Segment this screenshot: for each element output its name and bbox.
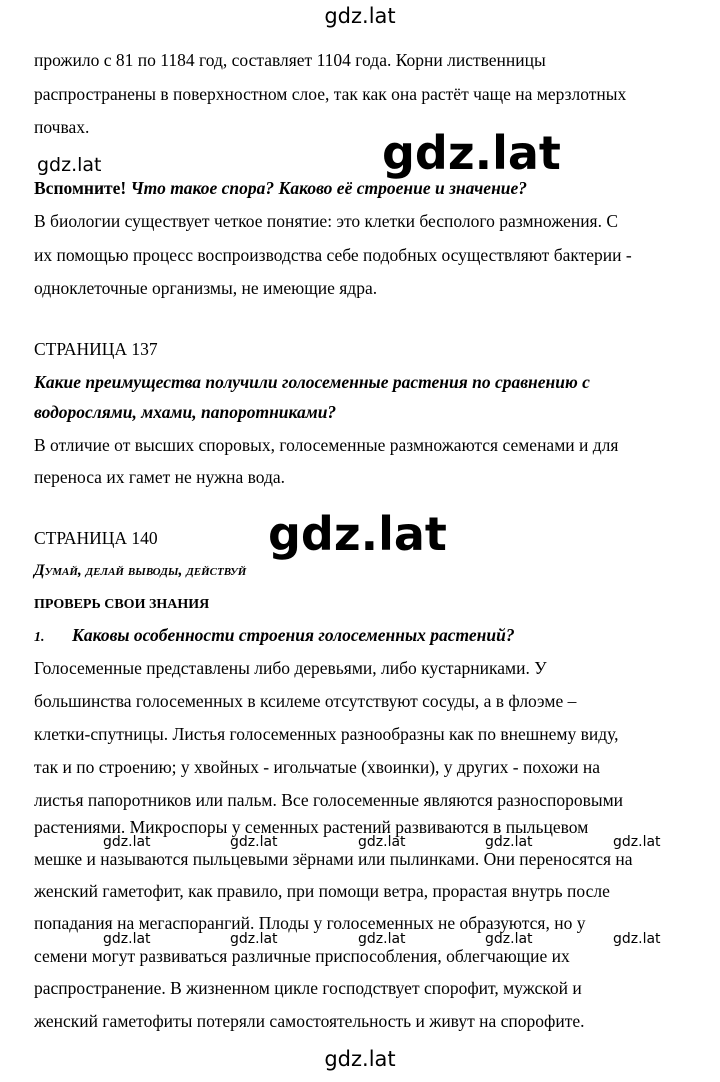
watermark-tiny: gdz.lat (485, 931, 533, 947)
watermark-tiny: gdz.lat (613, 834, 661, 850)
page-heading: СТРАНИЦА 140 (34, 528, 158, 548)
watermark-large: gdz.lat (382, 126, 561, 180)
watermark-tiny: gdz.lat (230, 834, 278, 850)
watermark-tiny: gdz.lat (613, 931, 661, 947)
watermark-tiny: gdz.lat (485, 834, 533, 850)
question-line: Какие преимущества получили голосеменные растения по сравнению с (34, 372, 590, 392)
paragraph-line: распространены в поверхностном слое, так как она растёт чаще на мерзлотных (34, 84, 627, 104)
watermark-tiny: gdz.lat (230, 931, 278, 947)
subsection-title: ПРОВЕРЬ СВОИ ЗНАНИЯ (34, 597, 210, 612)
question-number: 1. (34, 630, 45, 645)
paragraph-line: листья папоротников или пальм. Все голосеменные являются разноспоровыми (34, 790, 624, 810)
watermark-tiny: gdz.lat (358, 931, 406, 947)
paragraph-line: большинства голосеменных в ксилеме отсутствуют сосуды, а в флоэме – (34, 691, 577, 711)
paragraph-line: женский гаметофит, как правило, при помощи ветра, прорастая внутрь после (34, 881, 610, 901)
question-line: водорослями, мхами, папоротниками? (34, 402, 337, 422)
watermark-tiny: gdz.lat (103, 834, 151, 850)
watermark-top: gdz.lat (324, 4, 396, 28)
remember-question (34, 180, 527, 198)
paragraph-line: прожило с 81 по 1184 год, составляет 1104 года. Корни лиственницы (34, 50, 546, 70)
paragraph-line: В отличие от высших споровых, голосеменные размножаются семенами и для (34, 435, 619, 455)
paragraph-line: переноса их гамет не нужна вода. (34, 467, 286, 487)
paragraph-line: так и по строению; у хвойных - игольчатые (хвоинки), у других - похожи на (34, 757, 600, 777)
watermark-tiny: gdz.lat (103, 931, 151, 947)
paragraph-line: одноклеточные организмы, не имеющие ядра. (34, 278, 378, 298)
paragraph-line: почвах. (34, 117, 90, 137)
paragraph-line: растениями. Микроспоры у семенных растений развиваются в пыльцевом (34, 817, 589, 837)
watermark-bottom: gdz.lat (324, 1047, 396, 1071)
paragraph-line: распространение. В жизненном цикле господствует спорофит, мужской и (34, 978, 582, 998)
watermark-small: gdz.lat (37, 154, 102, 176)
question-item (34, 627, 515, 645)
paragraph-line: клетки-спутницы. Листья голосеменных разнообразны как по внешнему виду, (34, 724, 619, 744)
paragraph-line: мешке и называются пыльцевыми зёрнами или пылинками. Они переносятся на (34, 849, 633, 869)
remember-label: Вспомните! (34, 178, 127, 198)
paragraph-line: семени могут развиваться различные приспособления, облегчающие их (34, 946, 570, 966)
remember-question-text: Что такое спора? Каково её строение и значение? (130, 178, 528, 198)
paragraph-line: В биологии существует четкое понятие: это клетки бесполого размножения. С (34, 211, 619, 231)
page-heading: СТРАНИЦА 137 (34, 339, 158, 359)
paragraph-line: женский гаметофиты потеряли самостоятельность и живут на спорофите. (34, 1011, 585, 1031)
watermark-large: gdz.lat (268, 507, 447, 561)
paragraph-line: их помощью процесс воспроизводства себе подобных осуществляют бактерии - (34, 245, 632, 265)
watermark-tiny: gdz.lat (358, 834, 406, 850)
paragraph-line: Голосеменные представлены либо деревьями, либо кустарниками. У (34, 658, 547, 678)
paragraph-line: попадания на мегаспорангий. Плоды у голосеменных не образуются, но у (34, 913, 586, 933)
question-text: Каковы особенности строения голосеменных растений? (72, 625, 515, 645)
section-title: Думай, делай выводы, действуй (34, 562, 247, 579)
